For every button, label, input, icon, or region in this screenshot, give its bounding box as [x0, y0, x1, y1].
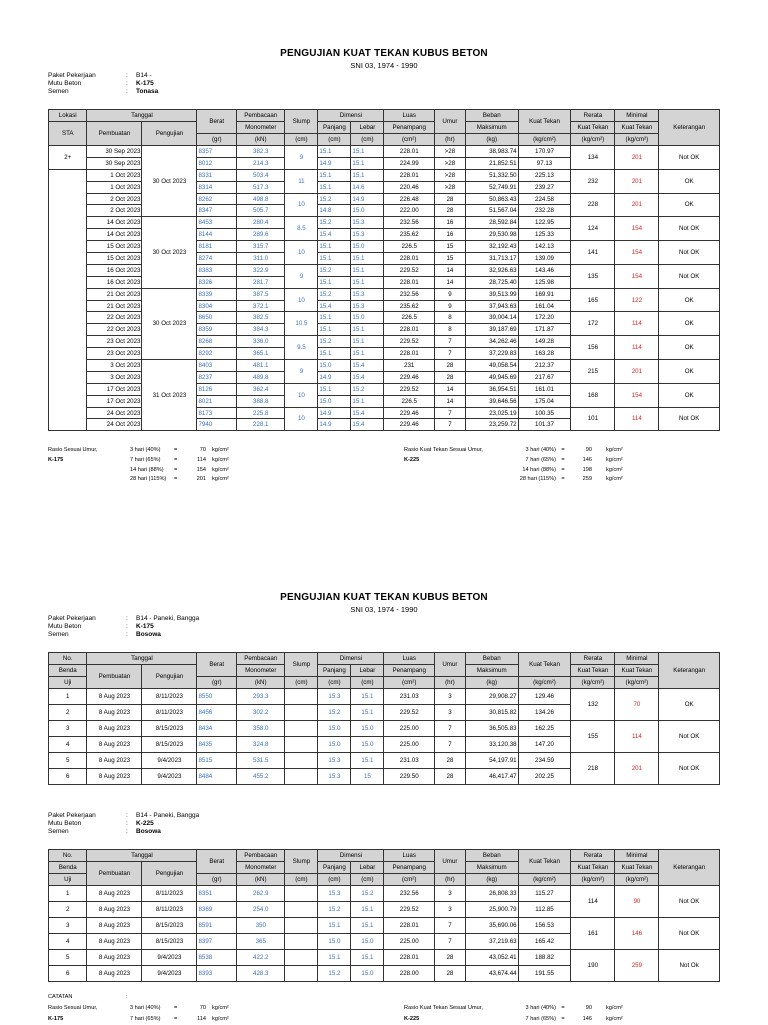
report1-table: Lokasi Tanggal Berat Pembacaan Slump Dimensi Luas Umur Beban Kuat Tekan Rerata Minimal Keterangan STA Pembuatan Pengujian Monometer Panjang Lebar Penampang Maksimum Kuat Tekan Kuat Tekan (gr) (kN) (cm) (cm) (cm) (cm²) (hr) (kg) (kg/cm²) (kg/cm²) (kg/cm²) 2+ 30 Sep 2023 30 Oct 2023 8357 382.3 9 15.1 15.1 228.01 >28 38,983.74 170.97 134 201 Not OK 30 Sep 2023 8012 214.3 14.9 15.1 224.99 >28 21,852.51 97.13 1 Oct 2023 8331 503.4 11 15.1 15.1 228.01 >28 51,332.50 225.13 232 201 OK 1 Oct 2023 8314 517.3 15.1 14.6 220.46 >28 52,749.91 239.27 2 Oct 2023 8262 498.8 10 15.2 14.9 226.48 28 50,863.43 224.58 228 201 OK 2 Oct 2023 8347 505.7 14.8 15.0 222.00 28 51,567.04 232.28 14 Oct 2023 30 Oct 2023 8453 280.4 8.5 15.2 15.3 232.56 16 28,592.84 122.95 124 154 Not OK 14 Oct 2023 8144 289.6 15.4 15.3 235.62 16 29,530.98 125.33 15 Oct 2023 8181 315.7 10 15.1 15.0 226.5 15 32,192.43 142.13 141 154 Not OK 15 Oct 2023 8274 311.0 15.1 15.1 228.01 15 31,713.17 139.09 16 Oct 2023 8383 322.9 9 15.2 15.1 229.52 14 32,926.63 143.46 135 154 Not OK 16 Oct 2023 8326 281.7 15.1 15.1 228.01 14 28,725.40 125.98 21 Oct 2023 30 Oct 2023 8339 387.5 10 15.2 15.3 232.56 9 39,513.99 169.91 165 122 OK 21 Oct 2023 8304 372.1 15.4 15.3 235.62 9 37,943.63 161.04 22 Oct 2023 8650 382.5 10.5 15.1 15.0 226.5 8 39,004.14 172.20 172 114 OK 22 Oct 2023 8359 384.3 15.1 15.1 228.01 8 39,187.69 171.87 23 Oct 2023 8268 336.0 9.5 15.2 15.1 229.52 7 34,262.46 149.28 156 114 OK 23 Oct 2023 8292 365.1 15.1 15.1 228.01 7 37,229.83 163.28 3 Oct 2023 31 Oct 2023 8403 481.1 9 15.0 15.4 231 28 49,058.54 212.37 215 201 OK 3 Oct 2023 8237 489.8 14.9 15.4 229.46 28 49,945.69 217.67 17 Oct 2023 8126 362.4 10 15.1 15.2 229.52 14 36,954.51 161.01 168 154 OK 17 Oct 2023 8021 388.8 15.0 15.1 226.5 14 39,646.56 175.04 24 Oct 2023 8173 225.8 10 14.9 15.4 229.46 7 23,025.19 100.35 101 114 Not OK 24 Oct 2023 7940 228.1 14.9 15.4 229.46 7 23,259.72 101.37	[48, 109, 720, 431]
table-row: 1 Oct 2023 8331 503.4 11 15.1 15.1 228.01 >28 51,332.50 225.13 232 201 OK	[49, 169, 720, 181]
report2-info: Paket Pekerjaan : B14 - Paneki, Bangga Mutu Beton : K-175 Semen : Bosowa	[48, 615, 200, 639]
table-row: 22 Oct 2023 8359 384.3 15.1 15.1 228.01 8 39,187.69 171.87	[49, 324, 720, 336]
table-row: 2 Oct 2023 8262 498.8 10 15.2 14.9 226.48 28 50,863.43 224.58 228 201 OK	[49, 193, 720, 205]
table-row: 4 8 Aug 2023 8/15/2023 8397 365 15.0 15.0 225.00 7 37,219.63 165.42	[49, 934, 720, 950]
table-row: 21 Oct 2023 30 Oct 2023 8339 387.5 10 15.2 15.3 232.56 9 39,513.99 169.91 165 122 OK	[49, 288, 720, 300]
table-row: 1 Oct 2023 8314 517.3 15.1 14.6 220.46 >28 52,749.91 239.27	[49, 181, 720, 193]
table-row: 5 8 Aug 2023 9/4/2023 8538 422.2 15.1 15.1 228.01 28 43,052.41 188.82 190 259 Not Ok	[49, 950, 720, 966]
table-row: 17 Oct 2023 8021 388.8 15.0 15.1 226.5 14 39,646.56 175.04	[49, 395, 720, 407]
report1-title: PENGUJIAN KUAT TEKAN KUBUS BETON	[280, 48, 488, 59]
table-row: 4 8 Aug 2023 8/15/2023 8435 324.8 15.0 15.0 225.00 7 33,120.38 147.20	[49, 737, 720, 753]
table-row: 3 Oct 2023 31 Oct 2023 8403 481.1 9 15.0 15.4 231 28 49,058.54 212.37 215 201 OK	[49, 360, 720, 372]
table-row: 21 Oct 2023 8304 372.1 15.4 15.3 235.62 9 37,943.63 161.04	[49, 300, 720, 312]
table-row: 6 8 Aug 2023 9/4/2023 8393 428.3 15.2 15.0 228.00 28 43,674.44 191.55	[49, 966, 720, 982]
table-row: 23 Oct 2023 8292 365.1 15.1 15.1 228.01 7 37,229.83 163.28	[49, 348, 720, 360]
report1-notes-left: Rasio Sesuai Umur, 3 hari (40%) = 70 kg/cm² K-175 7 hari (65%) = 114 kg/cm² 14 hari (88%) = 154 kg/cm² 28 hari (115%) = 201 kg/cm²	[48, 447, 229, 483]
report1-info: Paket Pekerjaan : B14 - Mutu Beton : K-175 Semen : Tonasa	[48, 72, 159, 96]
table-row: 30 Sep 2023 8012 214.3 14.9 15.1 224.99 >28 21,852.51 97.13	[49, 157, 720, 169]
table-row: 14 Oct 2023 30 Oct 2023 8453 280.4 8.5 15.2 15.3 232.56 16 28,592.84 122.95 124 154 Not OK	[49, 217, 720, 229]
table-row: 3 8 Aug 2023 8/15/2023 8591 350 15.1 15.1 228.01 7 35,690.06 156.53 161 146 Not OK	[49, 918, 720, 934]
report1-notes-right: Rasio Kuat Tekan Sesuai Umur, 3 hari (40%) = 90 kg/cm² K-225 7 hari (65%) = 146 kg/cm² 14 hari (88%) = 198 kg/cm² 28 hari (115%) = 259 kg/cm²	[404, 447, 623, 483]
table-row: 2 8 Aug 2023 8/11/2023 8369 254.0 15.2 15.1 229.52 3 25,900.79 112.85	[49, 902, 720, 918]
report3-table: No. Tanggal Berat Pembacaan Slump Dimensi Luas Umur Beban Kuat Tekan Rerata Minimal Keterangan Benda Pembuatan Pengujian Monometer Panjang Lebar Penampang Maksimum Kuat Tekan Kuat Tekan Uji (gr) (kN) (cm) (cm) (cm) (cm²) (hr) (kg) (kg/cm²) (kg/cm²) (kg/cm²) 1 8 Aug 2023 8/11/2023 8351 262.9 15.3 15.2 232.56 3 26,808.33 115.27 114 90 Not OK 2 8 Aug 2023 8/11/2023 8369 254.0 15.2 15.1 229.52 3 25,900.79 112.85 3 8 Aug 2023 8/15/2023 8591 350 15.1 15.1 228.01 7 35,690.06 156.53 161 146 Not OK 4 8 Aug 2023 8/15/2023 8397 365 15.0 15.0 225.00 7 37,219.63 165.42 5 8 Aug 2023 9/4/2023 8538 422.2 15.1 15.1 228.01 28 43,052.41 188.82 190 259 Not Ok 6 8 Aug 2023 9/4/2023 8393 428.3 15.2 15.0 228.00 28 43,674.44 191.55	[48, 849, 720, 982]
table-row: 24 Oct 2023 7940 228.1 14.9 15.4 229.46 7 23,259.72 101.37	[49, 419, 720, 431]
table-row: 5 8 Aug 2023 9/4/2023 8515 531.5 15.3 15.1 231.03 28 54,197.91 234.59 218 201 Not OK	[49, 753, 720, 769]
table-row: 22 Oct 2023 8650 382.5 10.5 15.1 15.0 226.5 8 39,004.14 172.20 172 114 OK	[49, 312, 720, 324]
table-row: 14 Oct 2023 8144 289.6 15.4 15.3 235.62 16 29,530.98 125.33	[49, 229, 720, 241]
table-row: 17 Oct 2023 8126 362.4 10 15.1 15.2 229.52 14 36,954.51 161.01 168 154 OK	[49, 383, 720, 395]
table-row: 6 8 Aug 2023 9/4/2023 8484 455.2 15.3 15 229.50 28 46,417.47 202.25	[49, 769, 720, 785]
table-row: 15 Oct 2023 8181 315.7 10 15.1 15.0 226.5 15 32,192.43 142.13 141 154 Not OK	[49, 241, 720, 253]
table-row: 1 8 Aug 2023 8/11/2023 8351 262.9 15.3 15.2 232.56 3 26,808.33 115.27 114 90 Not OK	[49, 886, 720, 902]
report3-info: Paket Pekerjaan : B14 - Paneki, Bangga Mutu Beton : K-225 Semen : Bosowa	[48, 812, 200, 836]
table-row: 23 Oct 2023 8268 336.0 9.5 15.2 15.1 229.52 7 34,262.46 149.28 156 114 OK	[49, 336, 720, 348]
table-row: 1 8 Aug 2023 8/11/2023 8550 293.3 15.3 15.1 231.03 3 29,908.27 129.46 132 70 OK	[49, 689, 720, 705]
report2-title: PENGUJIAN KUAT TEKAN KUBUS BETON	[280, 592, 488, 603]
table-row: 2+ 30 Sep 2023 30 Oct 2023 8357 382.3 9 15.1 15.1 228.01 >28 38,983.74 170.97 134 201 Not OK	[49, 146, 720, 158]
table-row: 3 8 Aug 2023 8/15/2023 8434 358.0 15.0 15.0 225.00 7 36,505.83 162.25 155 114 Not OK	[49, 721, 720, 737]
table-row: 2 Oct 2023 8347 505.7 14.8 15.0 222.00 28 51,567.04 232.28	[49, 205, 720, 217]
table-row: 3 Oct 2023 8237 489.8 14.9 15.4 229.46 28 49,945.69 217.67	[49, 371, 720, 383]
report1-subtitle: SNI 03, 1974 - 1990	[350, 61, 418, 70]
table-row: 16 Oct 2023 8326 281.7 15.1 15.1 228.01 14 28,725.40 125.98	[49, 276, 720, 288]
report3-notes-left: CATATAN : Rasio Sesuai Umur, 3 hari (40%) = 70 kg/cm² K-175 7 hari (65%) = 114 kg/cm²	[48, 994, 229, 1022]
table-row: 16 Oct 2023 8383 322.9 9 15.2 15.1 229.52 14 32,926.63 143.46 135 154 Not OK	[49, 264, 720, 276]
report2-table: No. Tanggal Berat Pembacaan Slump Dimensi Luas Umur Beban Kuat Tekan Rerata Minimal Keterangan Benda Pembuatan Pengujian Monometer Panjang Lebar Penampang Maksimum Kuat Tekan Kuat Tekan Uji (gr) (kN) (cm) (cm) (cm) (cm²) (hr) (kg) (kg/cm²) (kg/cm²) (kg/cm²) 1 8 Aug 2023 8/11/2023 8550 293.3 15.3 15.1 231.03 3 29,908.27 129.46 132 70 OK 2 8 Aug 2023 8/11/2023 8456 302.2 15.2 15.1 229.52 3 30,815.82 134.26 3 8 Aug 2023 8/15/2023 8434 358.0 15.0 15.0 225.00 7 36,505.83 162.25 155 114 Not OK 4 8 Aug 2023 8/15/2023 8435 324.8 15.0 15.0 225.00 7 33,120.38 147.20 5 8 Aug 2023 9/4/2023 8515 531.5 15.3 15.1 231.03 28 54,197.91 234.59 218 201 Not OK 6 8 Aug 2023 9/4/2023 8484 455.2 15.3 15 229.50 28 46,417.47 202.25	[48, 652, 720, 785]
report2-subtitle: SNI 03, 1974 - 1990	[350, 605, 418, 614]
table-row: 15 Oct 2023 8274 311.0 15.1 15.1 228.01 15 31,713.17 139.09	[49, 253, 720, 265]
table-row: 24 Oct 2023 8173 225.8 10 14.9 15.4 229.46 7 23,025.19 100.35 101 114 Not OK	[49, 407, 720, 419]
report3-notes-right: Rasio Kuat Tekan Sesuai Umur, 3 hari (40%) = 90 kg/cm² K-225 7 hari (65%) = 146 kg/cm²	[404, 1005, 623, 1022]
table-row: 2 8 Aug 2023 8/11/2023 8456 302.2 15.2 15.1 229.52 3 30,815.82 134.26	[49, 705, 720, 721]
